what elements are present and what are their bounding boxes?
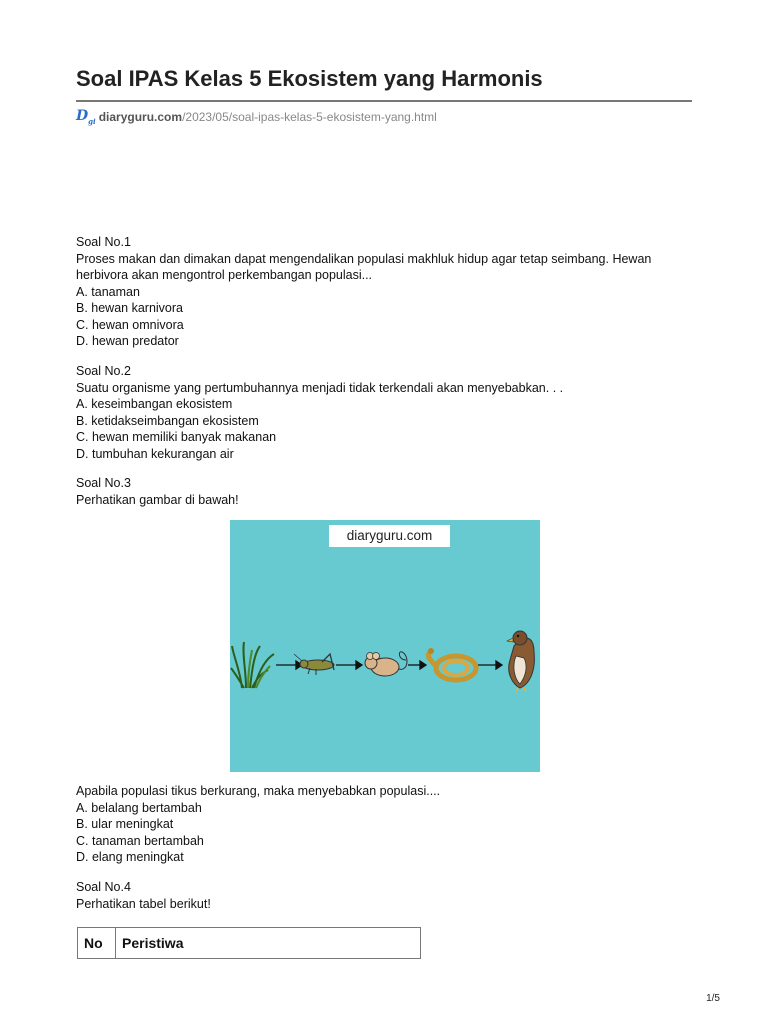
- question-text: Suatu organisme yang pertumbuhannya menjadi tidak terkendali akan menyebabkan. . .: [76, 380, 564, 395]
- option-d: D. hewan predator: [76, 334, 179, 348]
- source-domain: diaryguru.com: [98, 109, 183, 124]
- question-2: [76, 363, 563, 462]
- question-text: Perhatikan gambar di bawah!: [76, 492, 239, 507]
- option-c: C. tanaman bertambah: [76, 833, 204, 848]
- mouse-icon: [365, 652, 407, 676]
- diaryguru-logo-icon: $D_{gi}$: [76, 108, 96, 126]
- table-header-peristiwa: Peristiwa: [116, 928, 421, 959]
- title-divider: [76, 100, 692, 102]
- page-number: 1/5: [706, 993, 720, 1004]
- grass-icon: [231, 642, 274, 688]
- table-header-no: No: [78, 928, 116, 959]
- question-heading: Soal No.1: [76, 235, 131, 249]
- table-header-row: [78, 928, 421, 959]
- source-line: [76, 108, 437, 126]
- option-d: D. tumbuhan kekurangan air: [76, 446, 234, 461]
- page-title: Soal IPAS Kelas 5 Ekosistem yang Harmonis: [76, 66, 543, 91]
- figure-watermark: diaryguru.com: [329, 525, 450, 547]
- option-b: B. hewan karnivora: [76, 301, 184, 315]
- option-a: A. keseimbangan ekosistem: [76, 397, 233, 411]
- question-text: Perhatikan tabel berikut!: [76, 896, 211, 911]
- option-d: D. elang meningkat: [76, 850, 184, 864]
- option-a: A. belalang bertambah: [76, 800, 202, 815]
- source-link[interactable]: [99, 110, 437, 124]
- question-3: [76, 475, 239, 508]
- option-b: B. ular meningkat: [76, 817, 174, 831]
- question-text: Apabila populasi tikus berkurang, maka menyebabkan populasi....: [76, 784, 441, 798]
- source-path: /2023/05/soal-ipas-kelas-5-ekosistem-yang.html: [182, 109, 437, 124]
- snake-icon: [428, 648, 476, 680]
- question-1: [76, 234, 651, 350]
- question-4: [76, 879, 211, 912]
- question-heading: Soal No.4: [76, 880, 131, 894]
- events-table: [77, 927, 421, 959]
- question-text: herbivora akan mengontrol perkembangan populasi...: [76, 268, 373, 282]
- question-3-prompt: [76, 783, 440, 866]
- option-c: C. hewan memiliki banyak makanan: [76, 430, 277, 444]
- option-a: A. tanaman: [76, 284, 140, 299]
- grasshopper-icon: [294, 654, 334, 675]
- option-c: C. hewan omnivora: [76, 317, 184, 332]
- option-b: B. ketidakseimbangan ekosistem: [76, 413, 259, 428]
- question-heading: Soal No.3: [76, 476, 131, 490]
- hawk-icon: [507, 631, 534, 692]
- question-heading: Soal No.2: [76, 364, 131, 378]
- question-text: Proses makan dan dimakan dapat mengendalikan populasi makhluk hidup agar tetap seimbang. Hewan: [76, 251, 652, 266]
- food-chain-figure: [230, 520, 540, 772]
